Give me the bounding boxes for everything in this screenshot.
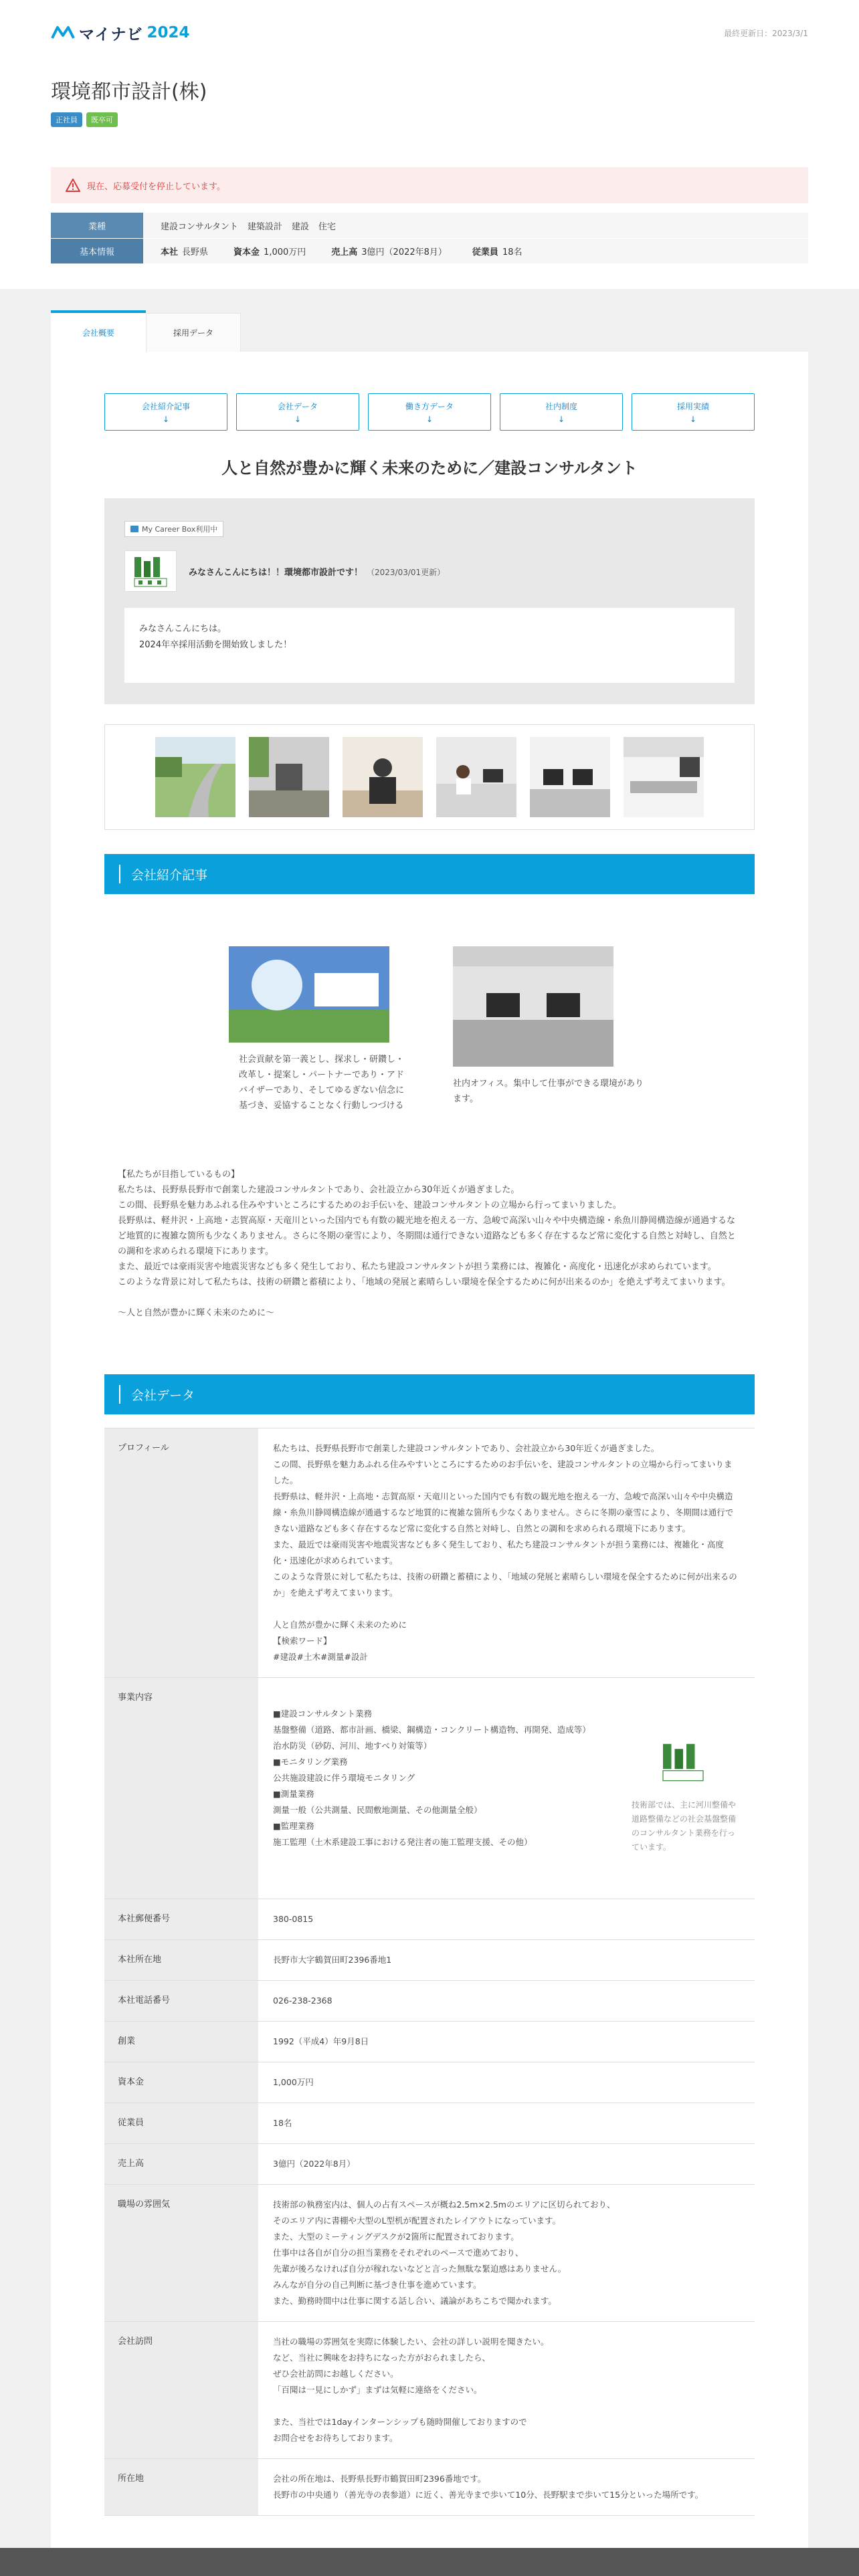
table-row xyxy=(104,2144,755,2185)
top-area xyxy=(0,0,859,289)
table-row xyxy=(104,1981,755,2022)
anchor-label: 採用実績 xyxy=(676,401,709,411)
table-row xyxy=(104,2022,755,2062)
photo-thumb-road[interactable] xyxy=(155,737,235,817)
badge-graduate-ok: 既卒可 xyxy=(86,112,118,127)
catchcopy: 人と自然が豊かに輝く未来のために／建設コンサルタント xyxy=(221,459,638,477)
photo-thumb-culvert[interactable] xyxy=(249,737,329,817)
mynavi-logo-icon xyxy=(51,25,75,41)
bottom-bar xyxy=(0,2548,859,2576)
photo-gallery xyxy=(104,724,755,830)
last-updated: 最終更新日：2023/3/1 xyxy=(724,28,808,38)
row-value: 私たちは、長野県長野市で創業した建設コンサルタントであり、会社設立から30年近くが過ぎました。 この間、長野県を魅力あふれる住みやすいところにするためのお手伝いを、建設コンサルタントの立場から行ってまいりました。 長野県は、軽井沢・上高地・志賀高原・天竜川といった国内でも有数の観光地を抱える一方、急峻で高深い山々や中央構造線・糸魚川静岡構造線が通過するなど地質的に複雑な箇所も少なくありません。さらに冬期の豪雪により、冬期間は通行できない道路なども多く存在するなど常に変化する自然と対峙し、自然との調和を求められる環境下にあります。 また、最近では豪雨災害や地震災害なども多く発生しており、私たち建設コンサルタントが担う業務には、複雑化・高度化・迅速化が求められています。 このような背景に対して私たちは、技術の研鑽と蓄積により、「地域の発展と素晴らしい環境を保全するために何が出来るのか」を絶えず考えてまいります。 人と自然が豊かに輝く未来のために 【検索ワード】 #建設#土木#測量#設計 xyxy=(273,1443,737,1662)
sales-value: 3億円（2022年8月） xyxy=(361,247,447,257)
intro-text: 【私たちが目指しているもの】 私たちは、長野県長野市で創業した建設コンサルタントであり、会社設立から30年近くが過ぎました。 この間、長野県を魅力あふれる住みやすいところにするためのお手伝いを、建設コンサルタントの立場から行ってまいりました。 長野県は、軽井沢・上高地・志賀高原・天竜川といった国内でも有数の観光地を抱える一方、急峻で高深い山々や中央構造線・糸魚川静岡構造線が通過するなど地質的に複雑な箇所も少なくありません。さらに冬期の豪雪により、冬期間は通行できない道路なども多く存在するなど常に変化する自然と対峙し、自然との調和を求められる環境下にあります。 また、最近では豪雨災害や地震災害なども多く発生しており、私たち建設コンサルタントが担う業務には、複雑化・高度化・迅速化が求められています。 このような背景に対して私たちは、技術の研鑽と蓄積により、「地域の発展と素晴らしい環境を保全するために何が出来るのか」を絶えず考えてまいります。 ～人と自然が豊かに輝く未来のために～ xyxy=(118,1170,736,1318)
photo-thumb-office[interactable] xyxy=(530,737,610,817)
brand-year: 2024 xyxy=(147,24,190,41)
row-value: 3億円（2022年8月） xyxy=(273,2159,355,2169)
tab-company-overview[interactable]: 会社概要 xyxy=(51,310,146,352)
table-row xyxy=(104,2322,755,2459)
basic-info-row xyxy=(51,238,808,263)
row-label: 資本金 xyxy=(104,2062,258,2103)
row-value: 18名 xyxy=(273,2118,292,2128)
page-tabs xyxy=(51,310,808,352)
mynavi-logo[interactable] xyxy=(51,22,190,44)
capital-info xyxy=(233,245,306,257)
row-label: 会社訪問 xyxy=(104,2322,258,2458)
site-header xyxy=(0,0,859,66)
hq-label: 本社 xyxy=(161,247,179,257)
section-title: 会社紹介記事 xyxy=(131,867,208,883)
row-label: 事業内容 xyxy=(104,1678,258,1899)
row-value xyxy=(258,1678,755,1899)
article-item xyxy=(212,946,406,1113)
badge-fulltime: 正社員 xyxy=(51,112,82,127)
article-caption: 社会貢献を第一義とし、探求し・研鑽し・改革し・提案し・パートナーであり・アドバイザーであり、そしてゆるぎない信念に基づき、妥協することなく行動しつづける xyxy=(239,1055,405,1111)
my-career-box-label: My Career Box利用中 xyxy=(142,525,218,534)
table-row xyxy=(104,1678,755,1899)
industry-item: 住宅 xyxy=(318,221,336,232)
anchor-label: 働き方データ xyxy=(405,401,454,411)
anchor-intro-articles[interactable] xyxy=(104,393,227,431)
article-item xyxy=(453,946,647,1113)
section-intro-articles xyxy=(104,854,755,894)
warning-icon xyxy=(66,179,80,192)
sales-info xyxy=(331,245,447,257)
company-logo xyxy=(124,550,177,592)
industry-item: 建設 xyxy=(291,221,309,232)
row-value: 1992（平成4）年9月8日 xyxy=(273,2036,369,2046)
row-value: 当社の職場の雰囲気を実際に体験したい、会社の詳しい説明を聞きたい。 など、当社に興味をお持ちになった方がおられましたら、 ぜひ会社訪問にお越しください。 「百聞は一見にしかず」まずは気軽に連絡をください。 また、当社では1dayインターンシップも随時開催しておりますので お問合せをお待ちしております。 xyxy=(273,2337,549,2443)
industry-label: 業種 xyxy=(51,213,143,238)
employees-value: 18名 xyxy=(502,247,522,257)
brand-name: マイナビ xyxy=(79,25,143,43)
row-label: 本社郵便番号 xyxy=(104,1899,258,1939)
hq-value: 長野県 xyxy=(182,247,209,257)
eud-logo-icon xyxy=(132,554,169,588)
greeting-date: （2023/03/01更新） xyxy=(367,567,446,577)
table-row xyxy=(104,2103,755,2144)
row-value: 技術部の執務室内は、個人の占有スペースが概ね2.5m×2.5mのエリアに区切られており、 そのエリア内に書棚や大型のL型机が配置されたレイアウトになっています。 また、大型のミーティングデスクが2箇所に配置されております。 仕事中は各自が自分の担当業務をそれぞれのペースで進めており、 先輩が後ろなければ自分が稼れないなどと言った無駄な緊迫感はありません。 みんなが自分の自己判断に基づき仕事を進めています。 また、勤務時間中は仕事に関する話し合い、議論があちこちで聞かれます。 xyxy=(273,2199,615,2306)
row-label: 所在地 xyxy=(104,2459,258,2515)
capital-value: 1,000万円 xyxy=(264,247,306,257)
anchor-hiring-record[interactable] xyxy=(632,393,755,431)
anchor-label: 会社紹介記事 xyxy=(141,401,190,411)
business-side xyxy=(626,1706,740,1870)
table-row xyxy=(104,2185,755,2322)
row-label: 従業員 xyxy=(104,2103,258,2143)
table-row xyxy=(104,1428,755,1678)
alert-text: 現在、応募受付を停止しています。 xyxy=(87,181,225,192)
article-list xyxy=(104,946,755,1113)
row-value: 長野市大字鶴賀田町2396番地1 xyxy=(273,1955,392,1965)
business-side-caption: 技術部では、主に河川整備や道路整備などの社会基盤整備のコンサルタント業務を行っています。 xyxy=(632,1800,737,1852)
business-text: ■建設コンサルタント業務 基盤整備（道路、都市計画、橋梁、鋼構造・コンクリート構造物、再開発、造成等） 治水防災（砂防、河川、地すべり対策等） ■モニタリング業務 公共施設建設に伴う環境モニタリング ■測量業務 測量一般（公共測量、民間敷地測量、その他測量全般） ■監理業務 施工監理（土木系建設工事における発注者の施工監理支援、その他） xyxy=(273,1709,591,1847)
business-content xyxy=(273,1706,740,1870)
greeting-body xyxy=(124,608,735,683)
photo-thumb-staff[interactable] xyxy=(343,737,423,817)
row-value: 会社の所在地は、長野県長野市鶴賀田町2396番地です。 長野市の中央通り（善光寺の表参道）に近く、善光寺まで歩いて10分、長野駅まで歩いて15分といった場所です。 xyxy=(273,2474,704,2500)
hq-info xyxy=(161,245,208,257)
row-label: 本社電話番号 xyxy=(104,1981,258,2021)
section-title: 会社データ xyxy=(131,1388,195,1403)
anchor-work-style[interactable] xyxy=(368,393,491,431)
basic-info-values xyxy=(143,239,808,263)
row-label: 創業 xyxy=(104,2022,258,2062)
industry-row xyxy=(51,213,808,238)
summary-table xyxy=(51,213,808,263)
row-label: 本社所在地 xyxy=(104,1940,258,1980)
row-label: 職場の雰囲気 xyxy=(104,2185,258,2321)
row-label: 売上高 xyxy=(104,2144,258,2184)
arrow-down-icon: ↓ xyxy=(689,414,697,424)
arrow-down-icon: ↓ xyxy=(557,414,565,424)
arrow-down-icon: ↓ xyxy=(425,414,434,424)
anchor-label: 会社データ xyxy=(277,401,318,411)
employees-info xyxy=(472,245,522,257)
greeting-title[interactable]: みなさんこんにちは！！環境都市設計です！ xyxy=(189,567,363,578)
arrow-down-icon: ↓ xyxy=(294,414,302,424)
section-company-data xyxy=(104,1374,755,1414)
arrow-down-icon: ↓ xyxy=(162,414,170,424)
article-caption: 社内オフィス。集中して仕事ができる環境があります。 xyxy=(453,1079,644,1104)
table-row xyxy=(104,1899,755,1940)
photo-thumb-meeting-room[interactable] xyxy=(624,737,704,817)
section-bar xyxy=(119,1385,120,1404)
application-closed-alert xyxy=(51,167,808,203)
article-image-office[interactable] xyxy=(453,946,613,1067)
anchor-label: 社内制度 xyxy=(545,401,577,411)
sales-label: 売上高 xyxy=(331,247,358,257)
row-value: 026-238-2368 xyxy=(273,1996,332,2006)
employees-label: 従業員 xyxy=(472,247,498,257)
main-content xyxy=(51,352,808,2569)
table-row xyxy=(104,1940,755,1981)
eud-logo-icon xyxy=(660,1738,706,1785)
photo-thumb-desk-worker[interactable] xyxy=(436,737,516,817)
anchor-nav xyxy=(104,393,755,431)
row-label: プロフィール xyxy=(104,1428,258,1677)
my-career-box-badge xyxy=(124,521,223,537)
industry-values xyxy=(143,213,808,238)
table-row xyxy=(104,2459,755,2516)
greeting-box xyxy=(104,498,755,704)
capital-label: 資本金 xyxy=(233,247,260,257)
greeting-title-line xyxy=(189,565,445,578)
section-bar xyxy=(119,865,120,883)
industry-item: 建築設計 xyxy=(247,221,282,232)
industry-item: 建設コンサルタント xyxy=(161,221,238,232)
tab-recruit-data[interactable]: 採用データ xyxy=(146,313,241,352)
article-image-banner[interactable] xyxy=(229,946,389,1043)
basic-info-label: 基本情報 xyxy=(51,239,143,263)
mail-icon xyxy=(130,526,138,532)
greeting-text: みなさんこんにちは。 2024年卒採用活動を開始致しました！ xyxy=(139,624,292,650)
greeting-header xyxy=(124,550,735,592)
table-row xyxy=(104,2062,755,2103)
anchor-internal-system[interactable] xyxy=(500,393,623,431)
company-heading xyxy=(0,66,859,127)
row-value: 1,000万円 xyxy=(273,2077,314,2087)
company-data-table xyxy=(104,1428,755,2516)
anchor-company-data[interactable] xyxy=(236,393,359,431)
company-name: 環境都市設計(株) xyxy=(51,80,207,104)
row-value: 380-0815 xyxy=(273,1914,314,1924)
badge-list xyxy=(51,112,808,127)
